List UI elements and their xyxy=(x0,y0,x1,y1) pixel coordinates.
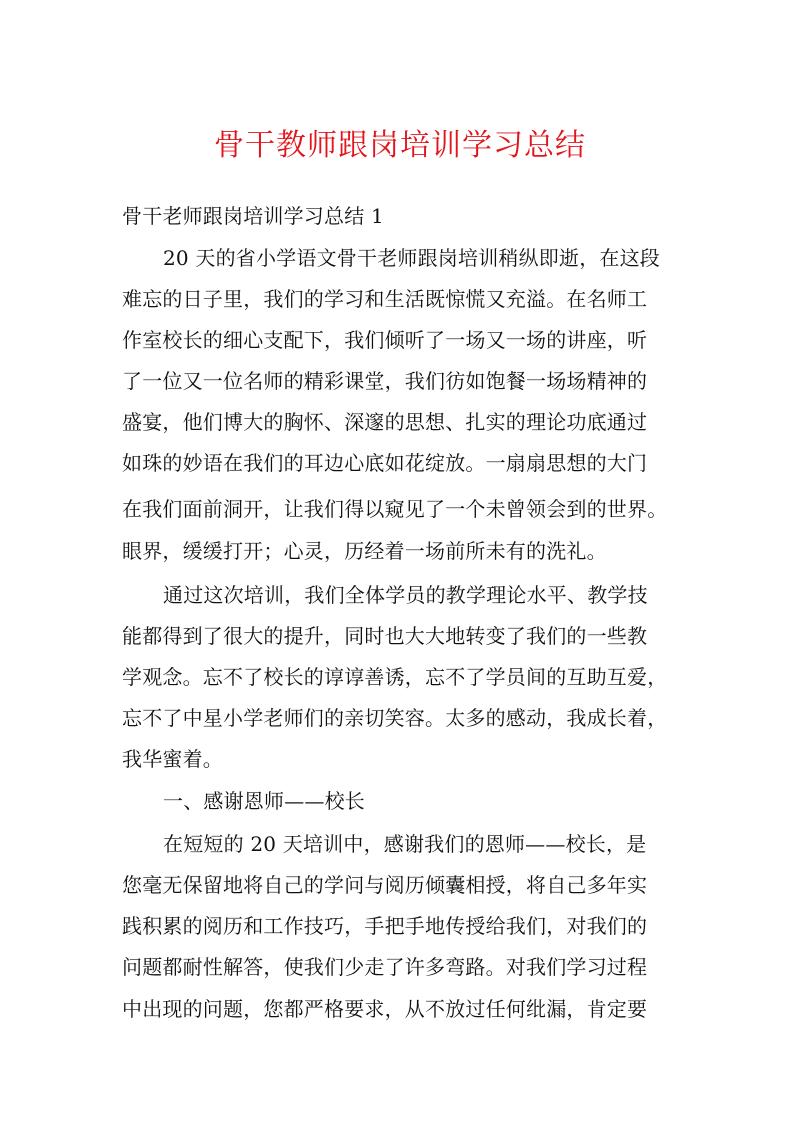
paragraph-line: 在短短的 20 天培训中，感谢我们的恩师——校长，是 xyxy=(163,832,647,856)
document-title: 骨干教师跟岗培训学习总结 xyxy=(214,128,586,163)
paragraph-line: 作室校长的细心支配下，我们倾听了一场又一场的讲座，听 xyxy=(122,328,648,352)
paragraph-line: 盛宴，他们博大的胸怀、深邃的思想、扎实的理论功底通过 xyxy=(122,410,648,434)
paragraph-line: 您毫无保留地将自己的学问与阅历倾囊相授，将自己多年实 xyxy=(122,873,648,897)
paragraph-line: 忘不了中星小学老师们的亲切笑容。太多的感动，我成长着， xyxy=(122,706,668,730)
subsection-heading: 一、感谢恩师——校长 xyxy=(163,789,365,813)
paragraph-line: 如珠的妙语在我们的耳边心底如花绽放。一扇扇思想的大门 xyxy=(122,451,648,475)
paragraph-line: 中出现的问题，您都严格要求，从不放过任何纰漏，肯定要 xyxy=(122,997,648,1021)
paragraph-line: 难忘的日子里，我们的学习和生活既惊慌又充溢。在名师工 xyxy=(122,287,648,311)
section-heading: 骨干老师跟岗培训学习总结 1 xyxy=(122,204,384,228)
paragraph-line: 在我们面前洞开，让我们得以窥见了一个未曾领会到的世界。 xyxy=(122,497,668,521)
paragraph-line: 眼界，缓缓打开；心灵，历经着一场前所未有的洗礼。 xyxy=(122,539,607,563)
paragraph-line: 学观念。忘不了校长的谆谆善诱，忘不了学员间的互助互爱， xyxy=(122,665,668,689)
paragraph-line: 20 天的省小学语文骨干老师跟岗培训稍纵即逝，在这段 xyxy=(163,246,661,270)
paragraph-line: 问题都耐性解答，使我们少走了许多弯路。对我们学习过程 xyxy=(122,955,648,979)
paragraph-line: 通过这次培训，我们全体学员的教学理论水平、教学技 xyxy=(163,583,648,607)
paragraph-line: 能都得到了很大的提升，同时也大大地转变了我们的一些教 xyxy=(122,624,648,648)
paragraph-line: 践积累的阅历和工作技巧，手把手地传授给我们，对我们的 xyxy=(122,914,648,938)
paragraph-line: 了一位又一位名师的精彩课堂，我们彷如饱餐一场场精神的 xyxy=(122,369,648,393)
paragraph-line: 我华蜜着。 xyxy=(122,747,223,771)
